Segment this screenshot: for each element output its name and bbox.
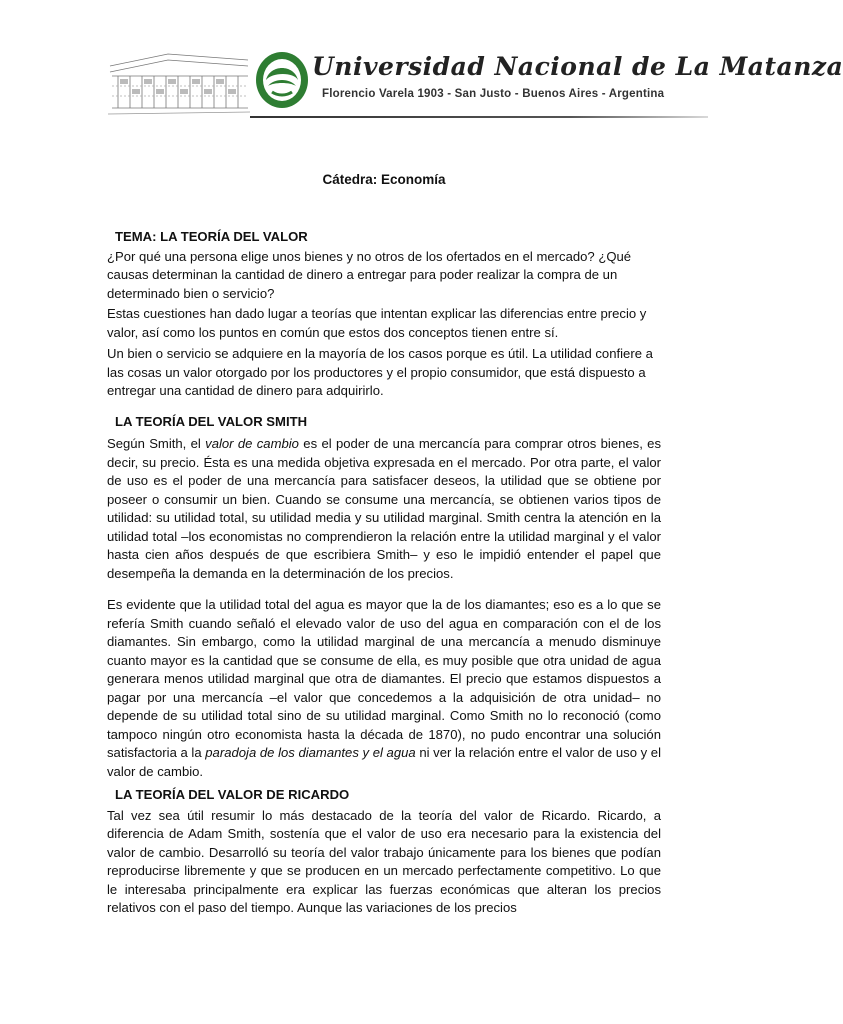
- paragraph-price-value: Estas cuestiones han dado lugar a teorías que intentan explicar las diferencias entre precio y valor, así como los puntos en común que estos dos conceptos tienen entre sí.: [107, 306, 647, 340]
- ricardo-heading: LA TEORÍA DEL VALOR DE RICARDO: [115, 787, 350, 802]
- university-address: Florencio Varela 1903 - San Justo - Buenos Aires - Argentina: [322, 88, 665, 100]
- university-building-image: [108, 46, 250, 116]
- letterhead: [0, 0, 843, 130]
- topic-heading: TEMA: LA TEORÍA DEL VALOR: [115, 229, 308, 244]
- university-logo-icon: [254, 50, 310, 110]
- term-paradoja: paradoja de los diamantes y el agua: [205, 745, 416, 760]
- paragraph-ricardo: Tal vez sea útil resumir lo más destacado de la teoría del valor de Ricardo. Ricardo, a diferencia de Adam Smith, sostenía que el valor de uso era necesario para la existencia del valor de cambio. Desarrolló su teoría del valor trabajo únicamente para los bienes que podían reproducirse libremente y que se producen en un mercado perfectamente competitivo. Lo que le interesaba principalmente era explicar las fuerzas económicas que alteran los precios relativos con el paso del tiempo. Aunque las variaciones de los precios: [107, 807, 661, 915]
- paragraph-water-diamonds: Es evidente que la utilidad total del agua es mayor que la de los diamantes; eso es a lo que se refería Smith cuando señaló el elevado valor de uso del agua en comparación con el de los diamantes. Sin embargo, como la utilidad marginal de una mercancía a menudo disminuye cuanto mayor es la cantidad que se consume de ella, es muy posible que otra unidad de agua generara menos utilidad marginal que otra de diamantes. El precio que estamos dispuestos a pagar por una mercancía –el valor que concedemos a la adquisición de otra unidad– no depende de su utilidad total sino de su utilidad marginal. Como Smith no lo reconoció (como tampoco ningún otro economista hasta la década de 1870), no pudo encontrar una solución satisfactoria a la paradoja de los diamantes y el agua ni ver la relación entre el valor de uso y el valor de cambio.: [107, 597, 661, 779]
- paragraph-utility: Un bien o servicio se adquiere en la mayoría de los casos porque es útil. La utilidad confiere a las cosas un valor otorgado por los productores y el propio consumidor, que está dispuesto a entregar una cantidad de dinero para adquirirlo.: [107, 346, 653, 398]
- university-name: Universidad Nacional de La Matanza: [312, 52, 843, 81]
- paragraph-questions: ¿Por qué una persona elige unos bienes y no otros de los ofertados en el mercado? ¿Qué causas determinan la cantidad de dinero a entregar para poder realizar la compra de un determinado bien o servicio?: [107, 248, 632, 301]
- smith-heading: LA TEORÍA DEL VALOR SMITH: [115, 413, 308, 429]
- document-body: [107, 228, 661, 918]
- paragraph-smith: Según Smith, el valor de cambio es el poder de una mercancía para comprar otros bienes, es decir, su precio. Ésta es una medida objetiva expresada en el mercado. Por otra parte, el valor de uso es el poder de una mercancía para satisfacer deseos, la utilidad que se obtiene por poseer o consumir un bien. Cuando se consume una mercancía, se obtienen varios tipos de utilidad: su utilidad total, su utilidad media y su utilidad marginal. Smith centra la atención en la utilidad total –los economistas no comprendieron la relación entre la utilidad marginal y el valor hasta cien años después de que escribiera Smith– y eso le impidió entender el papel que desempeña la demanda en la determinación de los precios.: [107, 436, 662, 581]
- header-divider: [250, 116, 708, 118]
- course-title: Cátedra: Economía: [322, 172, 446, 187]
- term-valor-de-cambio: valor de cambio: [205, 436, 299, 451]
